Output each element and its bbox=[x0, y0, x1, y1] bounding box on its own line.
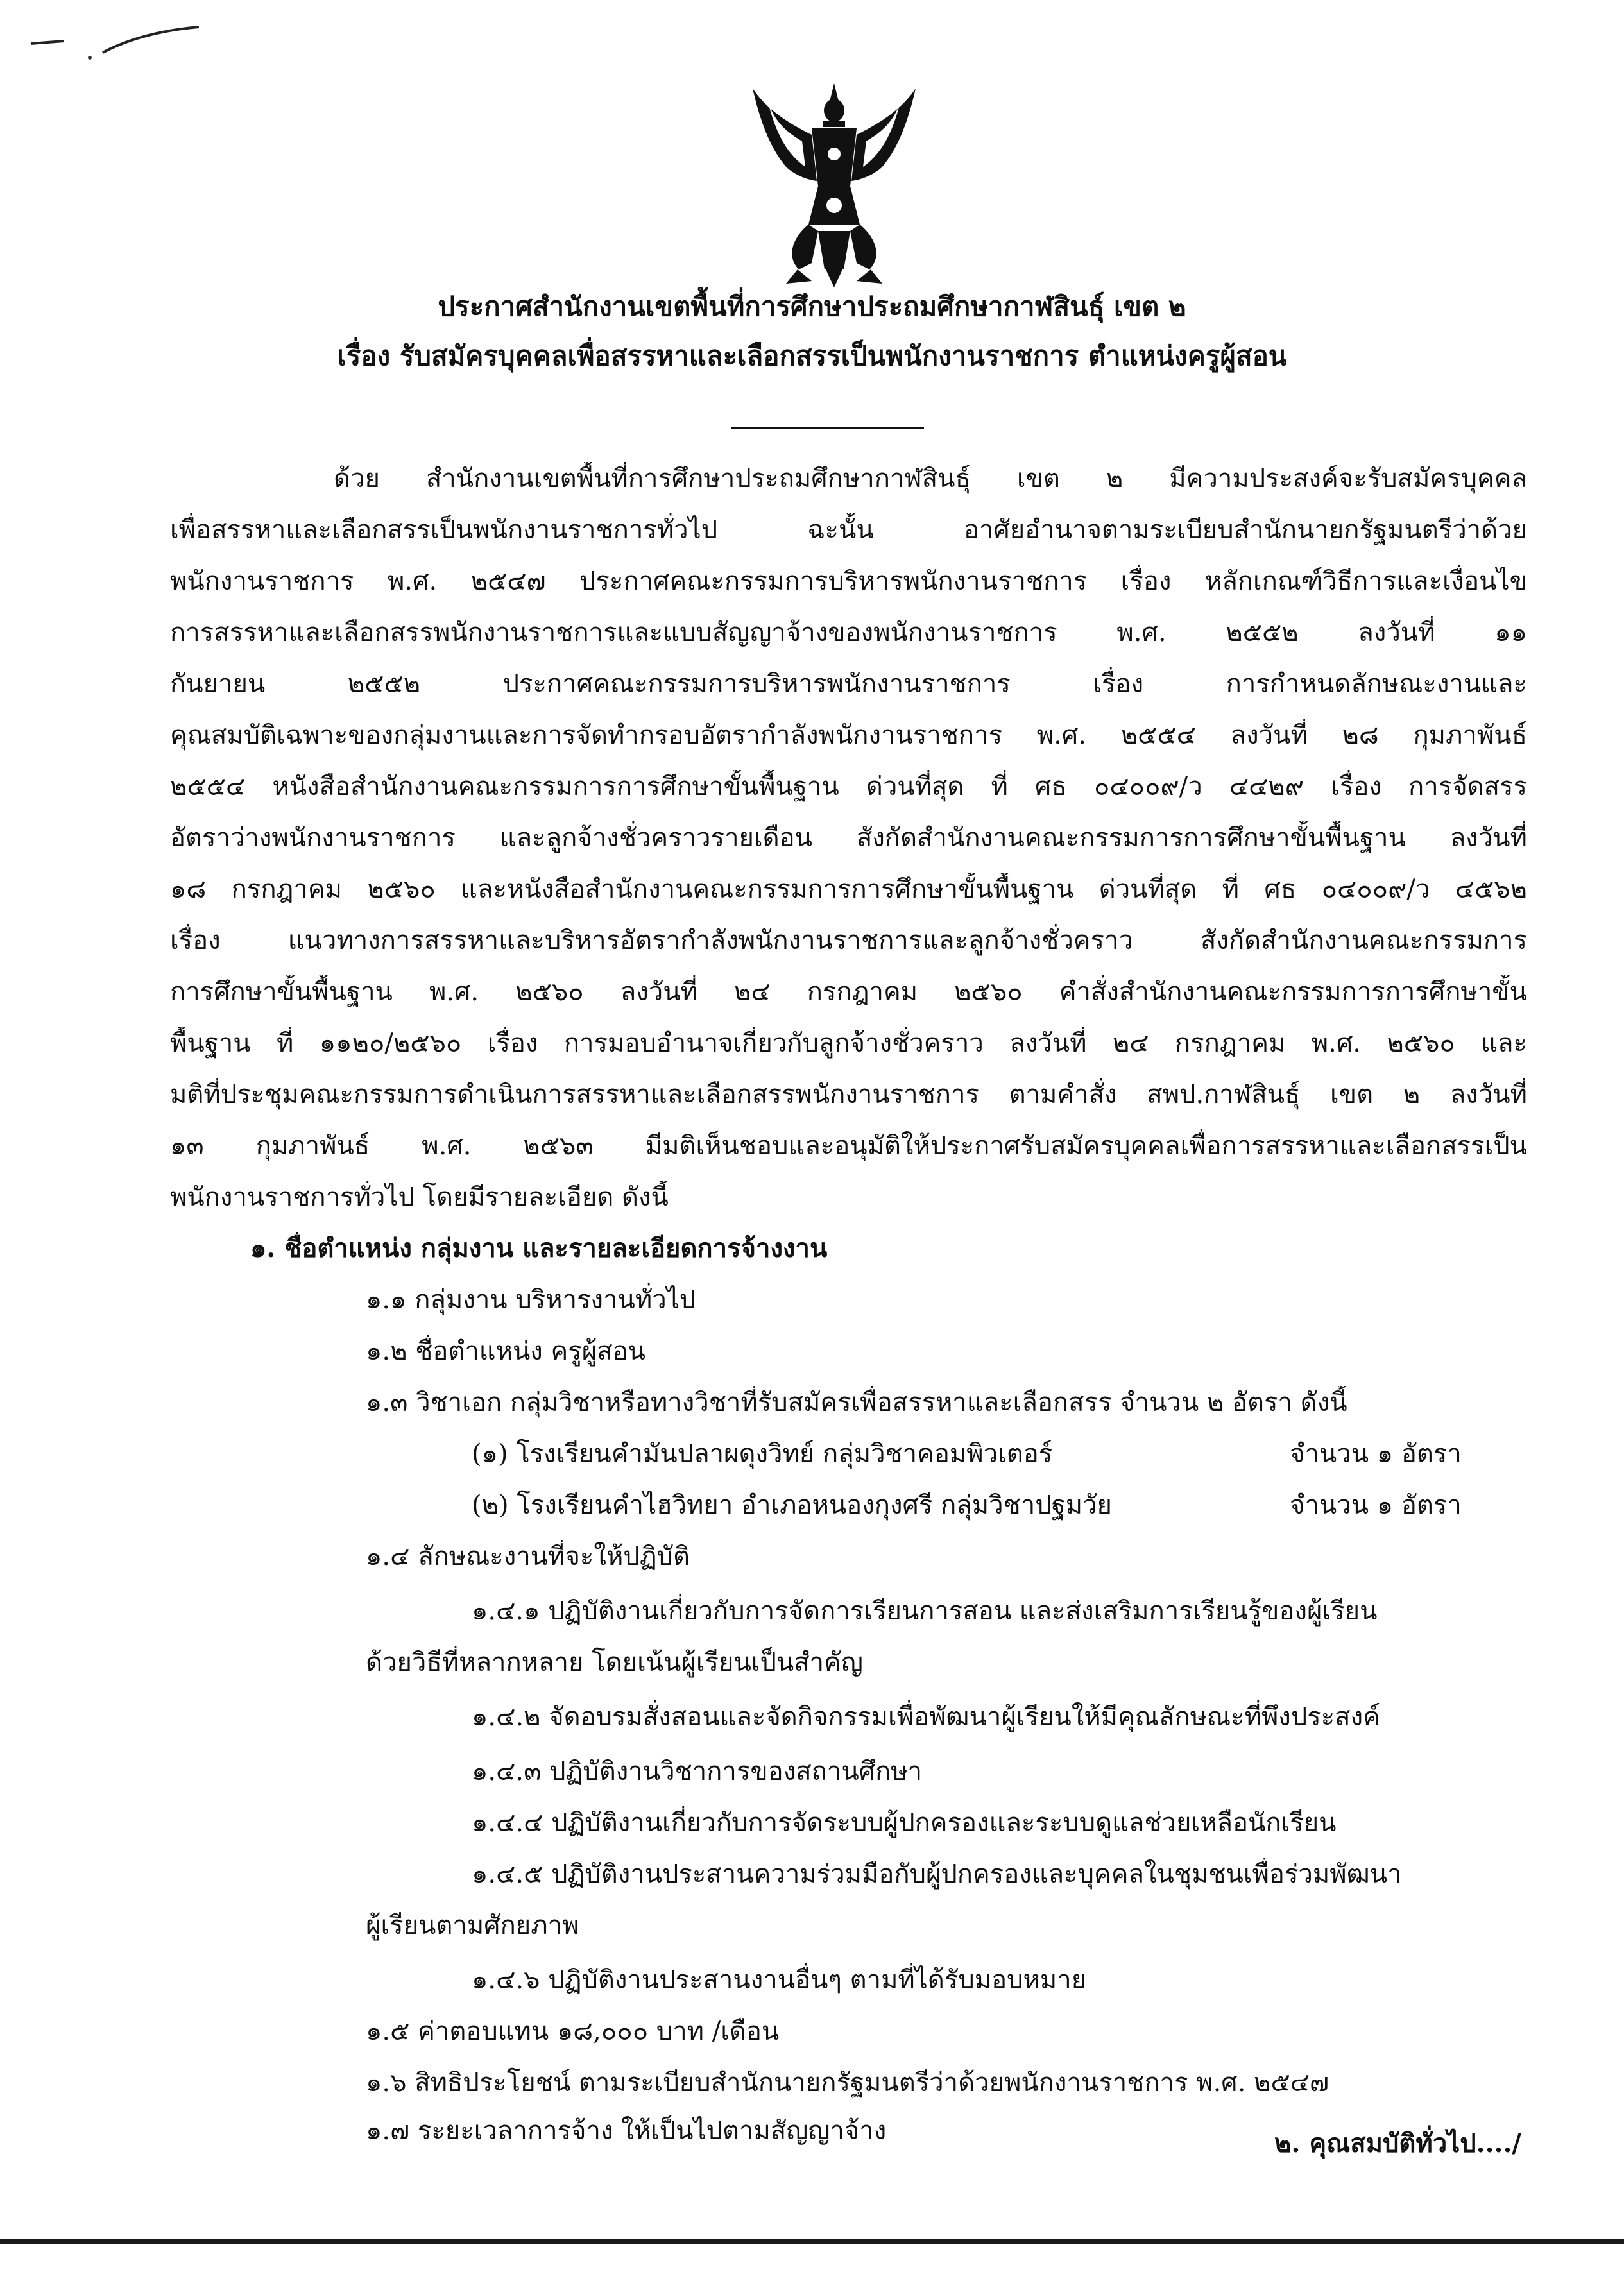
item-1-4: ๑.๔ ลักษณะงานที่จะให้ปฏิบัติ bbox=[366, 1542, 690, 1571]
item-1-1: ๑.๑ กลุ่มงาน บริหารงานทั่วไป bbox=[366, 1285, 696, 1315]
duty-5: ๑.๔.๕ ปฏิบัติงานประสานความร่วมมือกับผู้ปกครองและบุคคลในชุมชนเพื่อร่วมพัฒนา bbox=[472, 1859, 1402, 1889]
intro-line: ๒๕๕๔ หนังสือสำนักงานคณะกรรมการการศึกษาขั้นพื้นฐาน ด่วนที่สุด ที่ ศธ ๐๔๐๐๙/ว ๔๔๒๙ เรื่อง การจัดสรร bbox=[170, 772, 1527, 801]
announcement-subject: เรื่อง รับสมัครบุคคลเพื่อสรรหาและเลือกสรรเป็นพนักงานราชการ ตำแหน่งครูผู้สอน bbox=[337, 340, 1287, 372]
scan-mark bbox=[26, 13, 205, 64]
item-1-2: ๑.๒ ชื่อตำแหน่ง ครูผู้สอน bbox=[366, 1337, 645, 1366]
intro-line: อัตราว่างพนักงานราชการ และลูกจ้างชั่วคราวรายเดือน สังกัดสำนักงานคณะกรรมการการศึกษาขั้นพื้นฐาน ลงวันที่ bbox=[170, 823, 1527, 853]
duty-3: ๑.๔.๓ ปฏิบัติงานวิชาการของสถานศึกษา bbox=[472, 1757, 923, 1786]
item-1-3: ๑.๓ วิชาเอก กลุ่มวิชาหรือทางวิชาที่รับสมัครเพื่อสรรหาและเลือกสรร จำนวน ๒ อัตรา ดังนี้ bbox=[366, 1388, 1347, 1417]
continuation-note: ๒. คุณสมบัติทั่วไป..../ bbox=[1274, 2128, 1521, 2158]
duty-4: ๑.๔.๔ ปฏิบัติงานเกี่ยวกับการจัดระบบผู้ปกครองและระบบดูแลช่วยเหลือนักเรียน bbox=[472, 1808, 1337, 1838]
duty-5-continued: ผู้เรียนตามศักยภาพ bbox=[366, 1911, 579, 1940]
duty-1-continued: ด้วยวิธีที่หลากหลาย โดยเน้นผู้เรียนเป็นสำคัญ bbox=[366, 1648, 863, 1677]
item-1-7: ๑.๗ ระยะเวลาการจ้าง ให้เป็นไปตามสัญญาจ้าง bbox=[366, 2116, 887, 2146]
intro-line: ๑๘ กรกฎาคม ๒๕๖๐ และหนังสือสำนักงานคณะกรรมการการศึกษาขั้นพื้นฐาน ด่วนที่สุด ที่ ศธ ๐๔๐๐๙/ว ๔๕๖๒ bbox=[170, 875, 1527, 904]
intro-line: ด้วย สำนักงานเขตพื้นที่การศึกษาประถมศึกษากาฬสินธุ์ เขต ๒ มีความประสงค์จะรับสมัครบุคคล bbox=[334, 464, 1527, 493]
intro-line: การศึกษาขั้นพื้นฐาน พ.ศ. ๒๕๖๐ ลงวันที่ ๒๔ กรกฎาคม ๒๕๖๐ คำสั่งสำนักงานคณะกรรมการการศึกษาขั้น bbox=[170, 977, 1527, 1007]
intro-line: การสรรหาและเลือกสรรพนักงานราชการและแบบสัญญาจ้างของพนักงานราชการ พ.ศ. ๒๕๕๒ ลงวันที่ ๑๑ bbox=[170, 618, 1527, 647]
scan-bottom-edge bbox=[0, 2239, 1624, 2244]
intro-line: กันยายน ๒๕๕๒ ประกาศคณะกรรมการบริหารพนักงานราชการ เรื่อง การกำหนดลักษณะงานและ bbox=[170, 669, 1527, 699]
intro-line: พื้นฐาน ที่ ๑๑๒๐/๒๕๖๐ เรื่อง การมอบอำนาจเกี่ยวกับลูกจ้างชั่วคราว ลงวันที่ ๒๔ กรกฎาคม พ.ศ. ๒๕๖๐ และ bbox=[170, 1029, 1527, 1058]
duty-1: ๑.๔.๑ ปฏิบัติงานเกี่ยวกับการจัดการเรียนการสอน และส่งเสริมการเรียนรู้ของผู้เรียน bbox=[472, 1596, 1378, 1626]
intro-line: ๑๓ กุมภาพันธ์ พ.ศ. ๒๕๖๓ มีมติเห็นชอบและอนุมัติให้ประกาศรับสมัครบุคคลเพื่อการสรรหาและเลือกสรรเป็น bbox=[170, 1131, 1527, 1161]
school-item-name: (๒) โรงเรียนคำไฮวิทยา อำเภอหนองกุงศรี กลุ่มวิชาปฐมวัย bbox=[472, 1491, 1112, 1520]
item-1-6: ๑.๖ สิทธิประโยชน์ ตามระเบียบสำนักนายกรัฐมนตรีว่าด้วยพนักงานราชการ พ.ศ. ๒๕๔๗ bbox=[366, 2068, 1329, 2097]
duty-2: ๑.๔.๒ จัดอบรมสั่งสอนและจัดกิจกรรมเพื่อพัฒนาผู้เรียนให้มีคุณลักษณะที่พึงประสงค์ bbox=[472, 1702, 1380, 1732]
school-item-count: จำนวน ๑ อัตรา bbox=[1290, 1439, 1462, 1469]
intro-line: มติที่ประชุมคณะกรรมการดำเนินการสรรหาและเลือกสรรพนักงานราชการ ตามคำสั่ง สพป.กาฬสินธุ์ เขต ๒ ลงวันที่ bbox=[170, 1080, 1527, 1109]
section-1-heading: ๑. ชื่อตำแหน่ง กลุ่มงาน และรายละเอียดการจ้างงาน bbox=[250, 1233, 828, 1263]
intro-line: พนักงานราชการทั่วไป โดยมีรายละเอียด ดังนี้ bbox=[170, 1183, 669, 1212]
intro-line: เพื่อสรรหาและเลือกสรรเป็นพนักงานราชการทั่วไป ฉะนั้น อาศัยอำนาจตามระเบียบสำนักนายกรัฐมนตรีว่าด้วย bbox=[170, 515, 1527, 545]
intro-line: พนักงานราชการ พ.ศ. ๒๕๔๗ ประกาศคณะกรรมการบริหารพนักงานราชการ เรื่อง หลักเกณฑ์วิธีการและเงื่อนไข bbox=[170, 567, 1527, 596]
item-1-5: ๑.๕ ค่าตอบแทน ๑๘,๐๐๐ บาท /เดือน bbox=[366, 2017, 780, 2046]
title-divider bbox=[731, 427, 924, 429]
garuda-emblem-icon bbox=[741, 77, 927, 289]
announcement-title: ประกาศสำนักงานเขตพื้นที่การศึกษาประถมศึกษากาฬสินธุ์ เขต ๒ bbox=[438, 291, 1186, 322]
duty-6: ๑.๔.๖ ปฏิบัติงานประสานงานอื่นๆ ตามที่ได้รับมอบหมาย bbox=[472, 1965, 1087, 1995]
intro-line: คุณสมบัติเฉพาะของกลุ่มงานและการจัดทำกรอบอัตรากำลังพนักงานราชการ พ.ศ. ๒๕๕๔ ลงวันที่ ๒๘ กุมภาพันธ์ bbox=[170, 721, 1527, 750]
school-item-count: จำนวน ๑ อัตรา bbox=[1290, 1491, 1462, 1520]
intro-line: เรื่อง แนวทางการสรรหาและบริหารอัตรากำลังพนักงานราชการและลูกจ้างชั่วคราว สังกัดสำนักงานคณะกรรมการ bbox=[170, 926, 1527, 955]
school-item-name: (๑) โรงเรียนคำมันปลาผดุงวิทย์ กลุ่มวิชาคอมพิวเตอร์ bbox=[472, 1439, 1053, 1469]
